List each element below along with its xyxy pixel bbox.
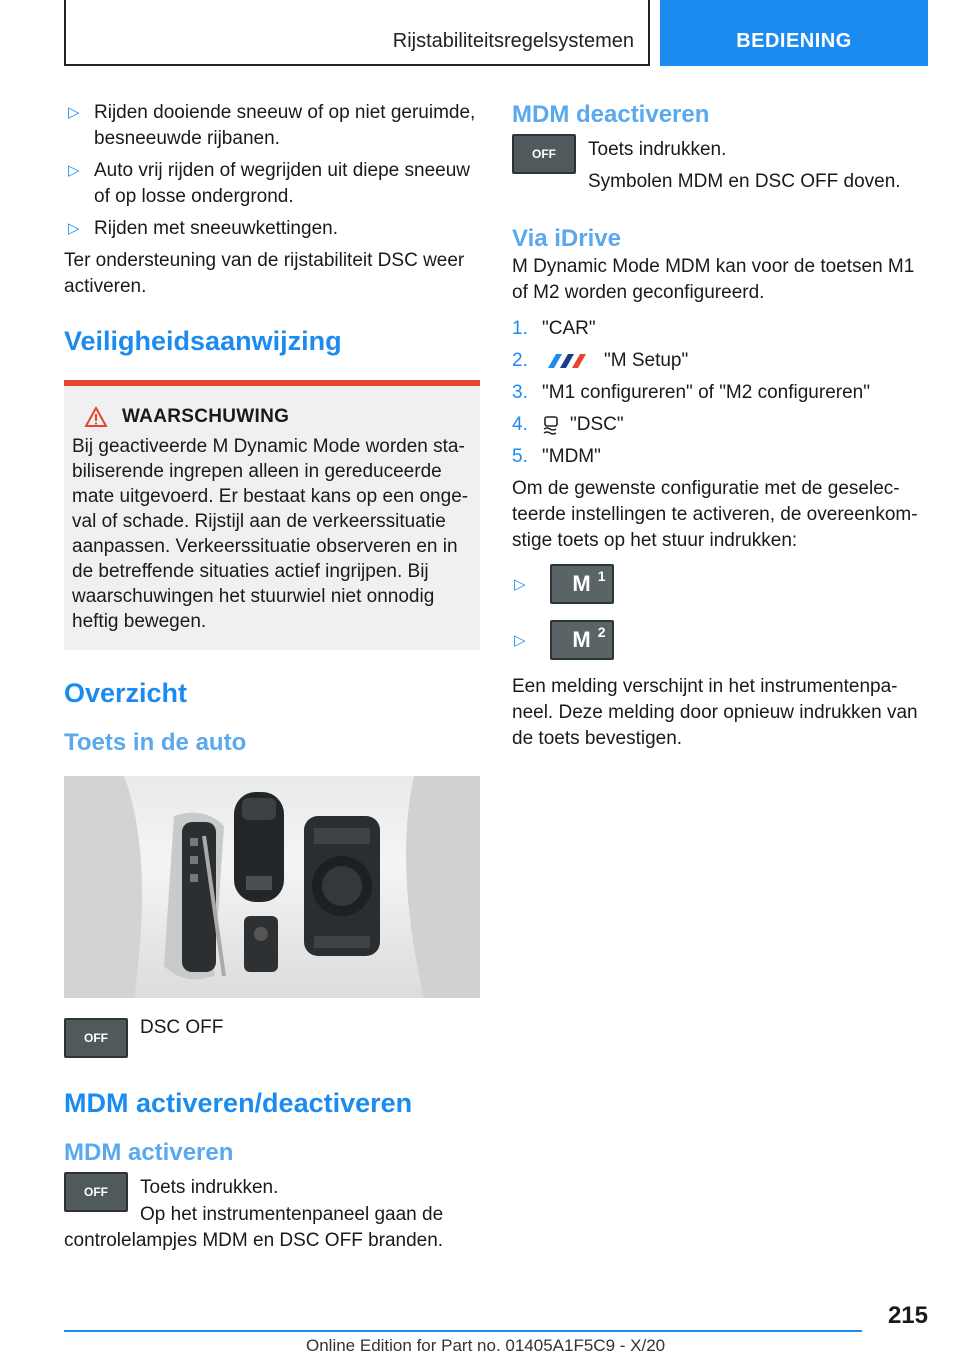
deactivate-row bbox=[512, 134, 928, 198]
chapter-tab bbox=[660, 0, 928, 66]
m2-row bbox=[512, 620, 928, 660]
warning-text: Bij geactiveerde M Dynamic Mode worden stabiliserende ingrepen alleen in gereduceerde mate uitgevoerd. Er bestaat kans op een ongeval of schade. Rijstijl aan de verkeerssituatie aanpassen. Verkeerssituatie observeren en in de betreffende situaties actief ingrijpen. Bij waarschuwingen het stuurwiel niet onnodig heftig bewegen. bbox=[72, 436, 469, 632]
deactivate-step: Toets indrukken. bbox=[588, 139, 727, 160]
list-item: 1. "CAR" bbox=[512, 318, 596, 339]
safety-heading: Veiligheidsaanwijzing bbox=[64, 326, 342, 356]
idrive-heading: Via iDrive bbox=[512, 225, 621, 252]
deactivate-heading: MDM deactiveren bbox=[512, 101, 710, 128]
dsc-off-icon: OFF bbox=[64, 1172, 128, 1212]
list-item: ▷ Rijden dooiende sneeuw of op niet geruimde, besneeuwde rijbanen. bbox=[68, 102, 476, 149]
dsc-off-label: DSC OFF bbox=[140, 1017, 224, 1038]
idrive-text: M Dynamic Mode MDM kan voor de toetsen M1 of M2 worden geconfigureerd. bbox=[512, 256, 915, 303]
list-item: ▷ Auto vrij rijden of wegrijden uit diepe sneeuw of op losse ondergrond. bbox=[68, 160, 470, 207]
triangle-bullet-icon: ▷ bbox=[68, 220, 80, 237]
button-heading: Toets in de auto bbox=[64, 729, 247, 756]
center-console-image bbox=[64, 776, 480, 998]
deactivate-result: Symbolen MDM en DSC OFF doven. bbox=[588, 171, 901, 192]
dsc-off-row bbox=[64, 1018, 480, 1058]
m-stripes-icon bbox=[542, 352, 594, 370]
m1-button-icon: M $^1$ bbox=[550, 564, 614, 604]
center-console-photo bbox=[64, 776, 480, 998]
warning-title: WAARSCHUWING bbox=[122, 406, 290, 427]
activate-result: Op het instrumentenpaneel gaan de controlelampjes MDM en DSC OFF branden. bbox=[64, 1204, 444, 1251]
dsc-car-icon bbox=[542, 415, 560, 435]
list-item: 3. "M1 configureren" of "M2 configureren" bbox=[512, 382, 870, 403]
overview-heading: Overzicht bbox=[64, 678, 188, 708]
activate-heading: MDM activeren bbox=[64, 1139, 234, 1166]
dsc-off-icon: OFF bbox=[64, 1018, 128, 1058]
triangle-bullet-icon: ▷ bbox=[514, 576, 526, 593]
warning-header bbox=[84, 406, 472, 428]
page-header bbox=[64, 0, 928, 66]
mdm-heading: MDM activeren/deactiveren bbox=[64, 1088, 413, 1118]
chapter-title: BEDIENING bbox=[736, 30, 852, 52]
right-column bbox=[512, 100, 928, 752]
idrive-steps bbox=[512, 316, 928, 470]
support-text: Ter ondersteuning van de rijstabiliteit DSC weer activeren. bbox=[64, 250, 465, 297]
m2-button-icon: M $^2$ bbox=[550, 620, 614, 660]
confirm-text: Een melding verschijnt in het instrumentenpaneel. Deze melding door opnieuw indrukken van de toets bevestigen. bbox=[512, 676, 918, 749]
config-text: Om de gewenste configuratie met de geselecteerde instellingen te activeren, de overeenkomstige toets op het stuur indrukken: bbox=[512, 478, 918, 551]
page-number: 215 bbox=[887, 1302, 928, 1329]
section-tab bbox=[64, 0, 650, 66]
edition-text: Online Edition for Part no. 01405A1F5C9 - X/20 bbox=[306, 1336, 666, 1355]
list-item: 2. "M Setup" bbox=[512, 350, 689, 371]
activate-step: Toets indrukken. bbox=[140, 1177, 279, 1198]
list-item: 4. "DSC" bbox=[512, 414, 624, 435]
footer-divider bbox=[64, 1330, 862, 1332]
list-item: ▷ Rijden met sneeuwkettingen. bbox=[64, 216, 480, 242]
section-title: Rijstabiliteitsregelsystemen bbox=[392, 30, 634, 52]
condition-list bbox=[64, 100, 480, 242]
triangle-bullet-icon: ▷ bbox=[68, 104, 80, 121]
list-item: 5. "MDM" bbox=[512, 446, 601, 467]
triangle-bullet-icon: ▷ bbox=[68, 162, 80, 179]
warning-triangle-icon bbox=[84, 406, 108, 428]
m1-row bbox=[512, 564, 928, 604]
triangle-bullet-icon: ▷ bbox=[514, 632, 526, 649]
left-column bbox=[64, 100, 480, 1254]
dsc-off-icon: OFF bbox=[512, 134, 576, 174]
warning-box bbox=[64, 380, 480, 650]
